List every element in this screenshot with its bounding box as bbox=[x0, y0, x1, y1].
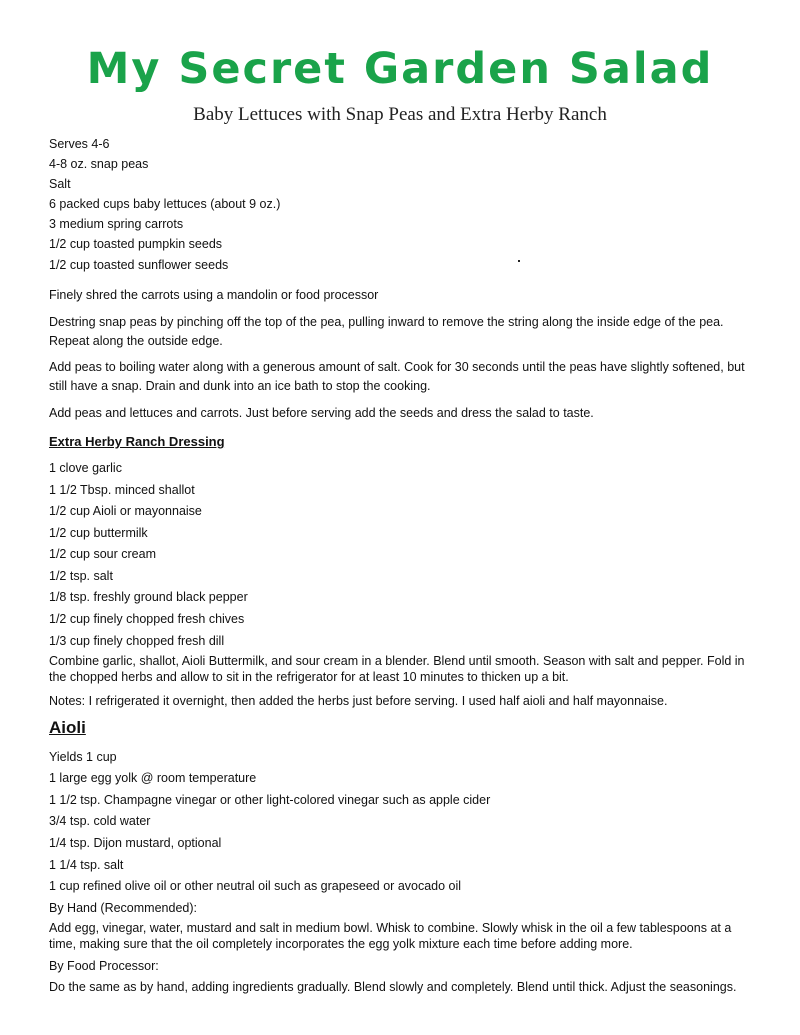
aioli-ingredient: 1/4 tsp. Dijon mustard, optional bbox=[49, 836, 222, 850]
aioli-ingredient: 1 large egg yolk @ room temperature bbox=[49, 771, 257, 785]
ranch-ingredient: 1 clove garlic bbox=[49, 461, 122, 475]
salad-ingredient: 4-8 oz. snap peas bbox=[49, 157, 149, 171]
aioli-ingredient: 1 cup refined olive oil or other neutral oil such as grapeseed or avocado oil bbox=[49, 879, 462, 893]
salad-ingredient: 6 packed cups baby lettuces (about 9 oz.) bbox=[49, 197, 281, 211]
aioli-ingredient: 1 1/2 tsp. Champagne vinegar or other light-colored vinegar such as apple cider bbox=[49, 793, 491, 807]
by-hand-label: By Hand (Recommended): bbox=[49, 901, 197, 915]
ranch-ingredient: 1/3 cup finely chopped fresh dill bbox=[49, 634, 225, 648]
salad-ingredient: 1/2 cup toasted pumpkin seeds bbox=[49, 237, 223, 251]
salad-ingredient: Salt bbox=[49, 177, 71, 191]
salad-ingredient: Serves 4-6 bbox=[49, 137, 110, 151]
processor-text: Do the same as by hand, adding ingredients gradually. Blend slowly and completely. Blend until thick. Adjust the seasonings. bbox=[49, 980, 737, 994]
ranch-ingredient: 1 1/2 Tbsp. minced shallot bbox=[49, 483, 195, 497]
salad-step: Add peas to boiling water along with a generous amount of salt. Cook for 30 seconds until the peas have slightly softened, but still have a snap. Drain and dunk into an ice bath to stop the cooking. bbox=[49, 360, 745, 393]
ranch-heading: Extra Herby Ranch Dressing bbox=[49, 434, 225, 449]
salad-step: Destring snap peas by pinching off the top of the pea, pulling inward to remove the string along the inside edge of the pea. Repeat along the outside edge. bbox=[49, 315, 724, 348]
ranch-ingredient: 1/2 tsp. salt bbox=[49, 569, 113, 583]
ranch-ingredient: 1/8 tsp. freshly ground black pepper bbox=[49, 590, 248, 604]
aioli-heading: Aioli bbox=[49, 718, 86, 737]
salad-step: Finely shred the carrots using a mandolin or food processor bbox=[49, 288, 379, 302]
by-hand-text: Add egg, vinegar, water, mustard and salt in medium bowl. Whisk to combine. Slowly whisk in the oil a few tablespoons at a time, making sure that the oil completely incorporates the egg yolk mixture each time before adding more. bbox=[49, 921, 732, 951]
stray-dot bbox=[518, 260, 520, 262]
salad-step: Add peas and lettuces and carrots. Just before serving add the seeds and dress the salad to taste. bbox=[49, 406, 594, 420]
ranch-ingredient: 1/2 cup finely chopped fresh chives bbox=[49, 612, 245, 626]
ranch-ingredient: 1/2 cup buttermilk bbox=[49, 526, 148, 540]
ranch-method: Combine garlic, shallot, Aioli Buttermilk, and sour cream in a blender. Blend until smooth. Season with salt and pepper. Fold in the chopped herbs and allow to sit in the refrigerator for at least 10 minutes to thicken up a bit. bbox=[49, 654, 745, 684]
aioli-ingredient: 3/4 tsp. cold water bbox=[49, 814, 151, 828]
page-subtitle: Baby Lettuces with Snap Peas and Extra Herby Ranch bbox=[193, 104, 607, 125]
salad-ingredient: 1/2 cup toasted sunflower seeds bbox=[49, 258, 229, 272]
page-title: My Secret Garden Salad bbox=[86, 44, 714, 94]
ranch-ingredient: 1/2 cup Aioli or mayonnaise bbox=[49, 504, 202, 518]
salad-ingredient: 3 medium spring carrots bbox=[49, 217, 184, 231]
aioli-ingredient: Yields 1 cup bbox=[49, 750, 117, 764]
ranch-ingredient: 1/2 cup sour cream bbox=[49, 547, 156, 561]
ranch-notes: Notes: I refrigerated it overnight, then added the herbs just before serving. I used half aioli and half mayonnaise. bbox=[49, 694, 668, 708]
processor-label: By Food Processor: bbox=[49, 959, 159, 973]
aioli-ingredient: 1 1/4 tsp. salt bbox=[49, 858, 124, 872]
